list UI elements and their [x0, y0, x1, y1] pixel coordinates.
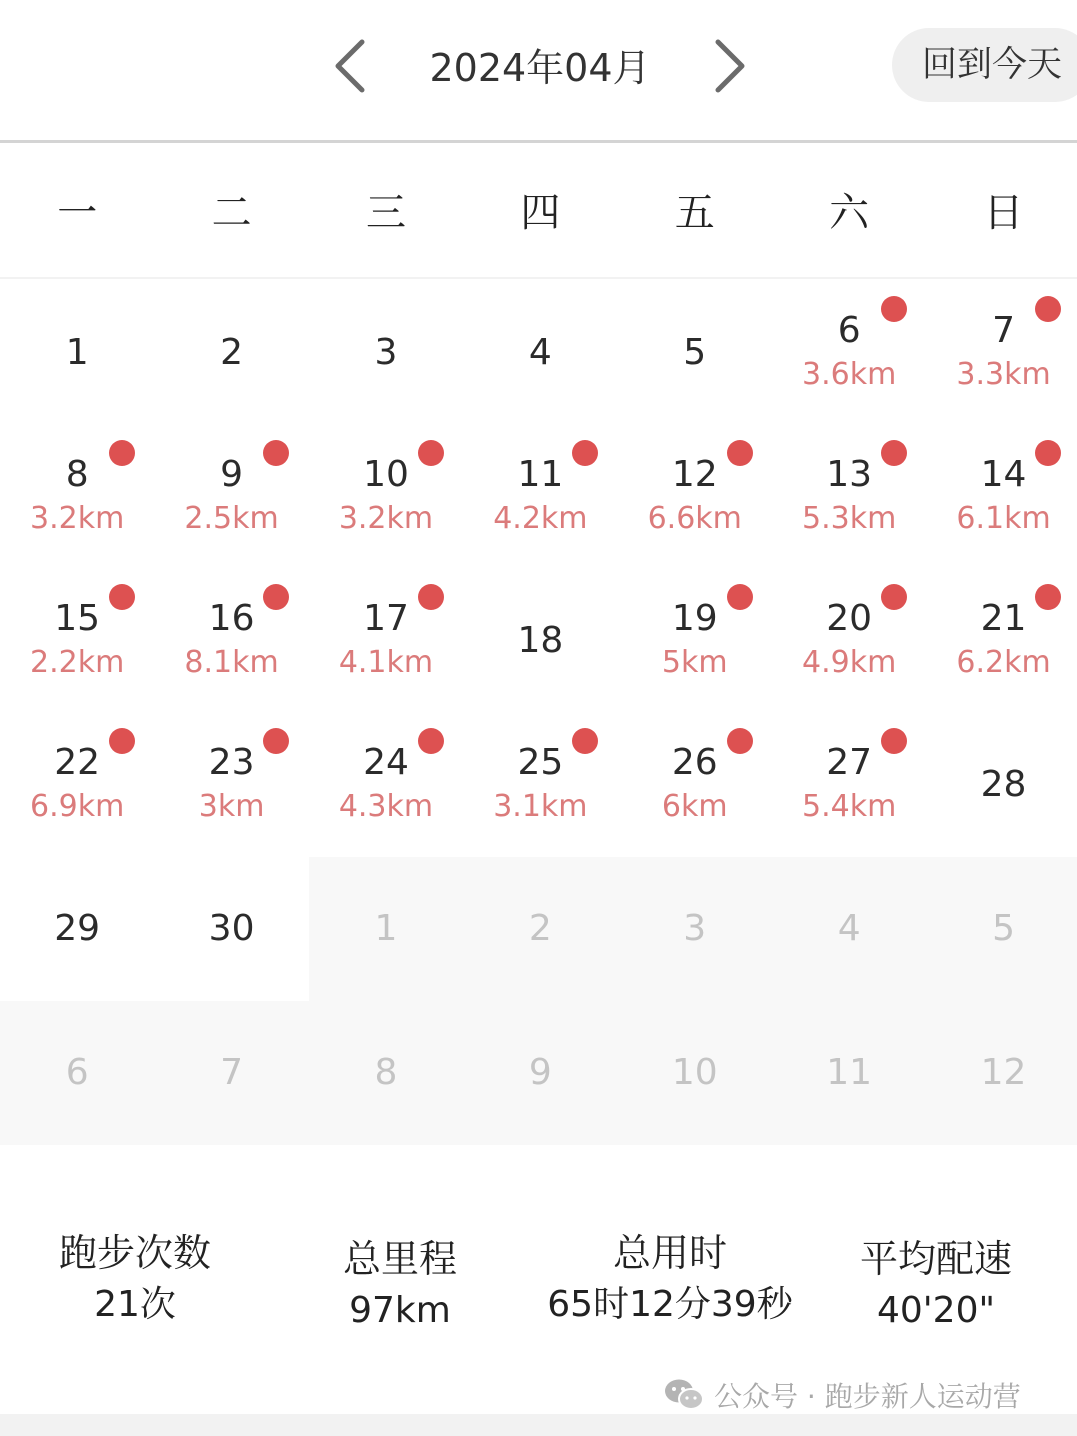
calendar-day-cell-other-month[interactable] — [772, 857, 926, 1001]
calendar-day-cell[interactable] — [772, 425, 926, 569]
calendar-day-cell[interactable] — [0, 425, 154, 569]
calendar-day-cell[interactable] — [0, 281, 154, 425]
run-indicator-dot — [727, 440, 753, 466]
day-number: 13 — [826, 454, 873, 495]
day-number: 30 — [208, 908, 255, 949]
day-number: 3 — [374, 332, 398, 373]
stat-total-distance — [300, 1233, 500, 1337]
calendar-week-row — [0, 425, 1077, 569]
day-number: 1 — [65, 332, 89, 373]
calendar-day-cell[interactable] — [926, 713, 1077, 857]
day-number: 2 — [220, 332, 244, 373]
day-number: 27 — [826, 742, 873, 783]
calendar-day-cell-other-month[interactable] — [309, 1001, 463, 1145]
day-number: 9 — [528, 1052, 552, 1093]
run-indicator-dot — [418, 728, 444, 754]
weekday-fri: 五 — [674, 190, 715, 236]
day-distance: 3.3km — [956, 357, 1051, 392]
run-indicator-dot — [572, 728, 598, 754]
calendar-day-cell-other-month[interactable] — [926, 1001, 1077, 1145]
day-number: 1 — [374, 908, 398, 949]
day-number: 4 — [837, 908, 861, 949]
day-distance: 6.6km — [647, 501, 742, 536]
day-number: 20 — [826, 598, 873, 639]
calendar-day-cell-other-month[interactable] — [309, 857, 463, 1001]
day-distance: 4.9km — [801, 645, 897, 680]
weekday-sat: 六 — [829, 190, 870, 236]
day-number: 25 — [517, 742, 564, 783]
day-number: 9 — [220, 454, 244, 495]
watermark — [664, 1373, 1021, 1417]
bottom-bar — [0, 1414, 1077, 1436]
weekday-wed: 三 — [365, 190, 406, 236]
day-number: 4 — [528, 332, 552, 373]
stat-run-count-value: 21次 — [94, 1284, 176, 1325]
day-number: 6 — [837, 310, 861, 351]
calendar-grid — [0, 281, 1077, 1145]
stat-run-count-label: 跑步次数 — [58, 1231, 211, 1275]
day-distance: 4.1km — [338, 645, 434, 680]
run-indicator-dot — [418, 584, 444, 610]
day-distance: 3km — [198, 789, 265, 824]
chevron-right-icon — [710, 38, 750, 94]
calendar-day-cell-other-month[interactable] — [463, 857, 617, 1001]
calendar-day-cell-other-month[interactable] — [618, 857, 772, 1001]
weekday-row — [0, 143, 1077, 279]
calendar-day-cell[interactable] — [618, 425, 772, 569]
calendar-day-cell[interactable] — [618, 281, 772, 425]
stat-total-distance-value: 97km — [349, 1290, 451, 1331]
calendar-day-cell[interactable] — [926, 569, 1077, 713]
run-indicator-dot — [418, 440, 444, 466]
day-number: 10 — [363, 454, 409, 495]
run-indicator-dot — [881, 440, 907, 466]
day-distance: 3.2km — [30, 501, 125, 536]
day-number: 21 — [980, 598, 1027, 639]
calendar-day-cell[interactable] — [154, 569, 308, 713]
day-number: 10 — [671, 1052, 718, 1093]
day-number: 7 — [220, 1052, 244, 1093]
calendar-day-cell[interactable] — [463, 425, 617, 569]
calendar-header — [0, 0, 1077, 140]
day-distance: 3.2km — [338, 501, 434, 536]
calendar-day-cell[interactable] — [618, 713, 772, 857]
day-number: 8 — [374, 1052, 398, 1093]
day-distance: 5.4km — [801, 789, 897, 824]
day-number: 3 — [683, 908, 707, 949]
back-to-today-button[interactable]: 回到今天 — [892, 28, 1077, 102]
day-distance: 4.2km — [493, 501, 588, 536]
calendar-day-cell-other-month[interactable] — [772, 1001, 926, 1145]
run-indicator-dot — [881, 728, 907, 754]
calendar-day-cell[interactable] — [463, 713, 617, 857]
prev-month-button[interactable] — [318, 32, 382, 100]
day-number: 23 — [208, 742, 255, 783]
stat-average-pace-label: 平均配速 — [859, 1237, 1012, 1281]
calendar-day-cell[interactable] — [463, 281, 617, 425]
calendar-day-cell[interactable] — [618, 569, 772, 713]
calendar-week-row — [0, 569, 1077, 713]
calendar-day-cell[interactable] — [154, 713, 308, 857]
day-distance: 3.1km — [493, 789, 588, 824]
day-distance: 2.5km — [184, 501, 279, 536]
day-number: 2 — [528, 908, 552, 949]
next-month-button[interactable] — [698, 32, 762, 100]
run-indicator-dot — [109, 728, 135, 754]
day-number: 17 — [363, 598, 409, 639]
calendar-week-row — [0, 713, 1077, 857]
stat-total-time-value: 65时12分39秒 — [547, 1284, 793, 1325]
day-number: 5 — [992, 908, 1015, 949]
stat-total-time-label: 总用时 — [612, 1231, 727, 1275]
day-distance: 4.3km — [338, 789, 434, 824]
weekday-tue: 二 — [211, 190, 252, 236]
day-number: 26 — [671, 742, 718, 783]
calendar-week-row — [0, 1001, 1077, 1145]
calendar-day-cell[interactable] — [926, 425, 1077, 569]
calendar-day-cell[interactable] — [309, 569, 463, 713]
weekday-thu: 四 — [520, 190, 561, 236]
calendar-day-cell[interactable] — [463, 569, 617, 713]
stat-run-count — [35, 1227, 235, 1331]
calendar-day-cell[interactable] — [772, 569, 926, 713]
stat-average-pace-value: 40'20" — [876, 1290, 996, 1331]
day-number: 8 — [65, 454, 89, 495]
day-number: 12 — [671, 454, 718, 495]
calendar-day-cell[interactable] — [0, 713, 154, 857]
day-distance: 6km — [661, 789, 728, 824]
day-number: 11 — [826, 1052, 873, 1093]
run-indicator-dot — [881, 296, 907, 322]
day-number: 5 — [683, 332, 707, 373]
calendar-day-cell[interactable] — [772, 713, 926, 857]
day-distance: 6.2km — [956, 645, 1051, 680]
day-distance: 5.3km — [801, 501, 897, 536]
day-distance: 5km — [661, 645, 728, 680]
run-indicator-dot — [727, 584, 753, 610]
calendar-week-row — [0, 857, 1077, 1001]
weekday-sun: 日 — [983, 190, 1024, 236]
calendar-day-cell-other-month[interactable] — [154, 1001, 308, 1145]
calendar-day-cell[interactable] — [154, 281, 308, 425]
day-distance: 6.1km — [956, 501, 1051, 536]
day-number: 11 — [517, 454, 564, 495]
calendar-day-cell[interactable] — [154, 857, 308, 1001]
day-number: 7 — [992, 310, 1015, 351]
day-number: 29 — [54, 908, 101, 949]
run-indicator-dot — [109, 584, 135, 610]
stat-total-distance-label: 总里程 — [342, 1237, 457, 1281]
calendar-week-row — [0, 281, 1077, 425]
month-title: 2024年04月 — [429, 46, 651, 90]
day-distance: 8.1km — [184, 645, 279, 680]
calendar-day-cell[interactable] — [772, 281, 926, 425]
stat-average-pace — [836, 1233, 1036, 1337]
day-number: 15 — [54, 598, 101, 639]
day-number: 12 — [980, 1052, 1027, 1093]
day-number: 18 — [517, 620, 564, 661]
wechat-icon — [664, 1378, 704, 1412]
calendar-day-cell[interactable] — [0, 569, 154, 713]
day-number: 16 — [208, 598, 255, 639]
watermark-text: 公众号 · 跑步新人运动营 — [714, 1380, 1021, 1413]
calendar-day-cell[interactable] — [309, 425, 463, 569]
calendar-day-cell-other-month[interactable] — [926, 857, 1077, 1001]
weekday-mon: 一 — [57, 190, 98, 236]
run-indicator-dot — [881, 584, 907, 610]
day-distance: 2.2km — [30, 645, 125, 680]
day-number: 24 — [363, 742, 409, 783]
calendar-day-cell-other-month[interactable] — [618, 1001, 772, 1145]
calendar-day-cell[interactable] — [154, 425, 308, 569]
run-indicator-dot — [727, 728, 753, 754]
day-number: 14 — [980, 454, 1027, 495]
calendar-day-cell-other-month[interactable] — [463, 1001, 617, 1145]
day-distance: 3.6km — [801, 357, 897, 392]
calendar-day-cell[interactable] — [309, 281, 463, 425]
stat-total-time — [530, 1227, 810, 1331]
calendar-day-cell-other-month[interactable] — [0, 1001, 154, 1145]
calendar-day-cell[interactable] — [926, 281, 1077, 425]
day-number: 28 — [980, 764, 1027, 805]
day-distance: 6.9km — [30, 789, 125, 824]
day-number: 22 — [54, 742, 101, 783]
day-number: 6 — [65, 1052, 89, 1093]
calendar-day-cell[interactable] — [0, 857, 154, 1001]
run-indicator-dot — [109, 440, 135, 466]
day-number: 19 — [671, 598, 718, 639]
chevron-left-icon — [330, 38, 370, 94]
run-indicator-dot — [572, 440, 598, 466]
calendar-day-cell[interactable] — [309, 713, 463, 857]
